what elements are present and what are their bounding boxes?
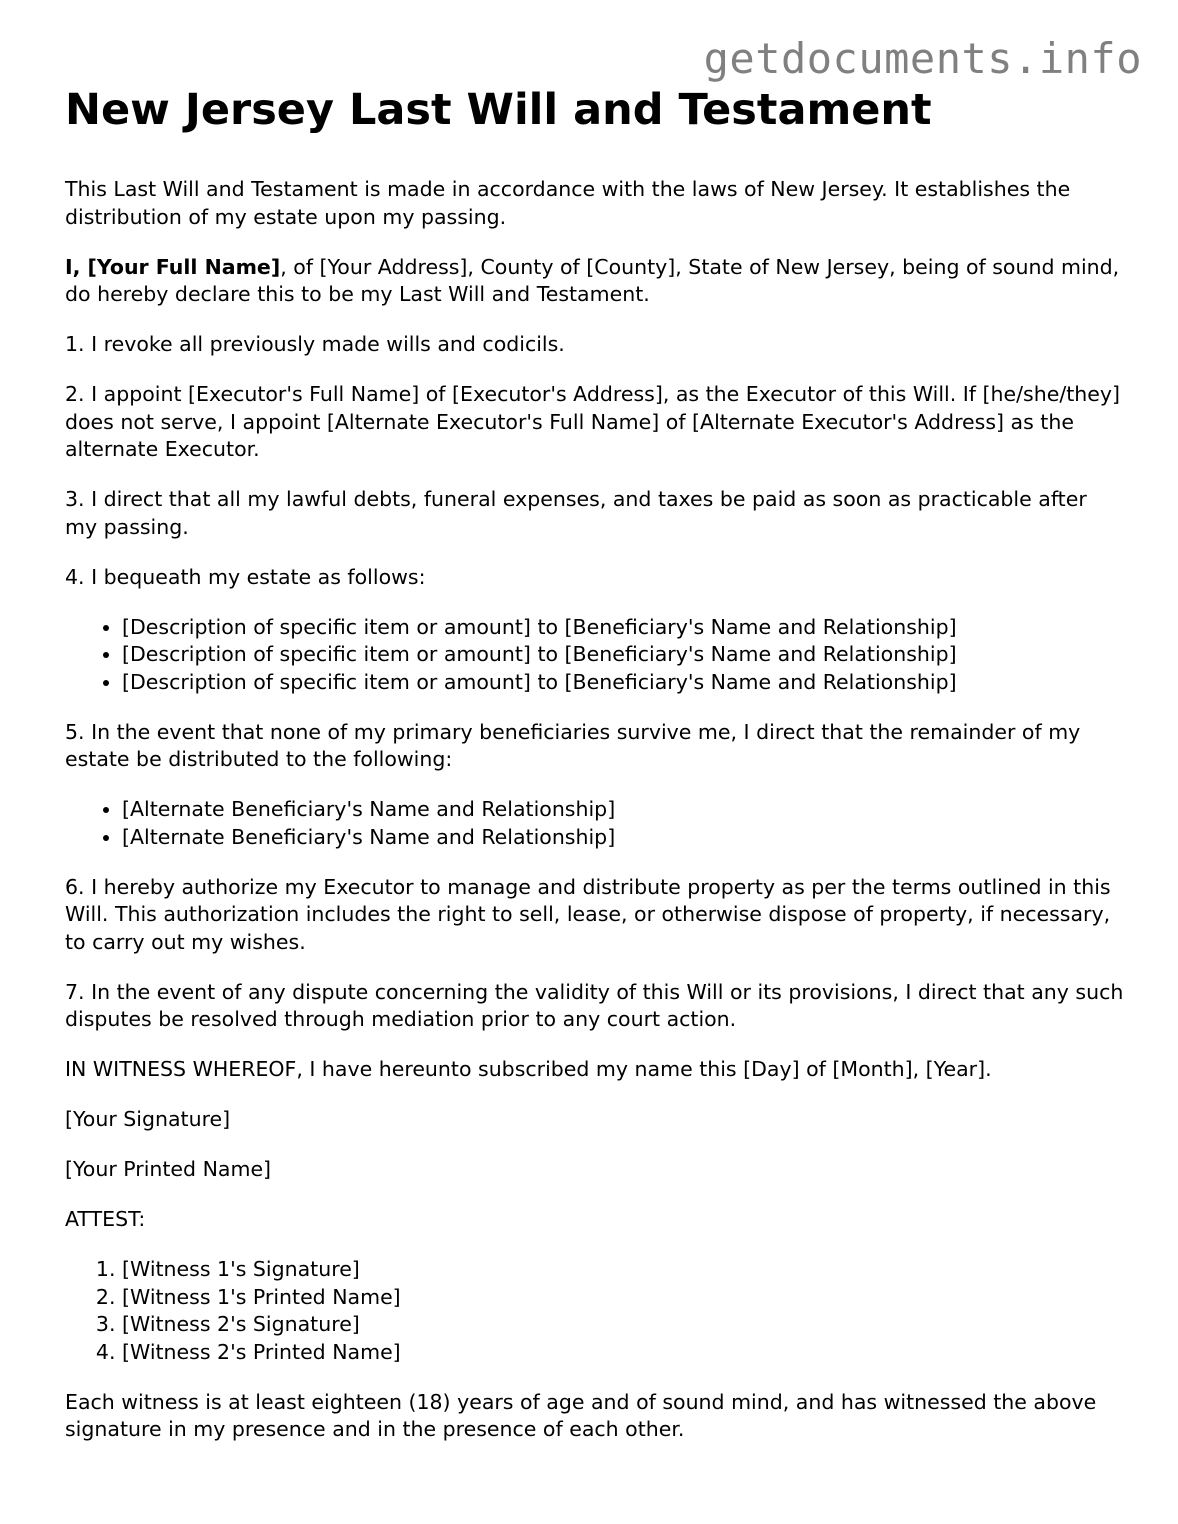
list-item: 1. [Witness 1's Signature] <box>122 1256 1125 1284</box>
list-item: • [Description of specific item or amount] to [Beneficiary's Name and Relationship] <box>122 669 1125 697</box>
clause-1: 1. I revoke all previously made wills and codicils. <box>65 332 565 356</box>
clause-3: 3. I direct that all my lawful debts, funeral expenses, and taxes be paid as soon as practicable after my passing. <box>65 487 1087 539</box>
closing-paragraph: Each witness is at least eighteen (18) years of age and of sound mind, and has witnessed the above signature in my presence and in the presence of each other. <box>65 1389 1097 1441</box>
clause-4: 4. I bequeath my estate as follows: <box>65 564 426 589</box>
alternate-beneficiary-list <box>65 796 1125 851</box>
witness-clause: IN WITNESS WHEREOF, I have hereunto subscribed my name this [Day] of [Month], [Year]. <box>65 1057 992 1081</box>
list-item: 2. [Witness 1's Printed Name] <box>122 1284 1125 1312</box>
document-title: New Jersey Last Will and Testament <box>65 85 932 135</box>
intro-paragraph: This Last Will and Testament is made in accordance with the laws of New Jersey. It establishes the distribution of my estate upon my passing. <box>65 177 1071 229</box>
list-item: 3. [Witness 2's Signature] <box>122 1311 1125 1339</box>
list-item: • [Description of specific item or amount] to [Beneficiary's Name and Relationship] <box>122 641 1125 669</box>
document-body <box>65 84 1125 1466</box>
watermark: getdocuments.info <box>703 34 1142 83</box>
clause-6: 6. I hereby authorize my Executor to manage and distribute property as per the terms outlined in this Will. This authorization includes the right to sell, lease, or otherwise dispose of property, if necessary, to carry out my wishes. <box>65 874 1111 954</box>
bequest-list <box>65 614 1125 697</box>
witness-list <box>65 1256 1125 1366</box>
list-item: • [Alternate Beneficiary's Name and Relationship] <box>122 824 1125 852</box>
declaration-paragraph <box>65 254 1125 309</box>
clause-2: 2. I appoint [Executor's Full Name] of [Executor's Address], as the Executor of this Will. If [he/she/they] does not serve, I appoint [Alternate Executor's Full Name] of [Alternate Executor's Address] as the alternate Executor. <box>65 382 1121 461</box>
attest-label: ATTEST: <box>65 1207 146 1231</box>
clause-5: 5. In the event that none of my primary beneficiaries survive me, I direct that the remainder of my estate be distributed to the following: <box>65 719 1081 771</box>
list-item: 4. [Witness 2's Printed Name] <box>122 1339 1125 1367</box>
testator-name: I, [Your Full Name] <box>65 254 281 279</box>
declaration-text: , of [Your Address], County of [County], State of New Jersey, being of sound mind, do hereby declare this to be my Last Will and Testament. <box>65 254 1120 306</box>
printed-name-line: [Your Printed Name] <box>65 1157 272 1181</box>
list-item: • [Description of specific item or amount] to [Beneficiary's Name and Relationship] <box>122 614 1125 642</box>
list-item: • [Alternate Beneficiary's Name and Relationship] <box>122 796 1125 824</box>
signature-line: [Your Signature] <box>65 1107 231 1131</box>
clause-7: 7. In the event of any dispute concerning the validity of this Will or its provisions, I direct that any such disputes be resolved through mediation prior to any court action. <box>65 979 1124 1031</box>
